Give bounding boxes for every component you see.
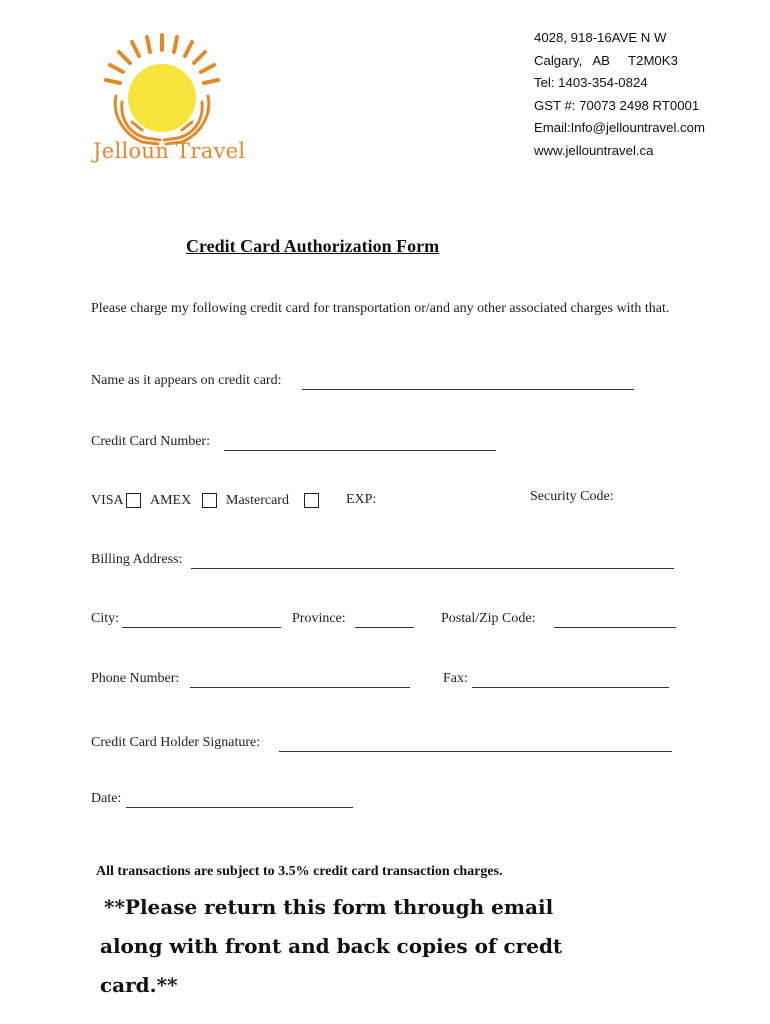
visa-label: VISA	[91, 493, 124, 508]
address-line: 4028, 918-16AVE N W	[534, 30, 667, 45]
date-label: Date:	[91, 791, 122, 806]
name-label: Name as it appears on credit card:	[91, 373, 282, 388]
fax-label: Fax:	[443, 671, 468, 686]
transaction-note: All transactions are subject to 3.5% credit card transaction charges.	[96, 864, 503, 879]
card-number-label: Credit Card Number:	[91, 434, 210, 449]
postal-code-label: Postal/Zip Code:	[441, 611, 536, 626]
card-number-field[interactable]	[224, 450, 496, 451]
gst-line: GST #: 70073 2498 RT0001	[534, 97, 700, 113]
intro-text: Please charge my following credit card for transportation or/and any other associated charges with that.	[91, 301, 670, 316]
signature-label: Credit Card Holder Signature:	[91, 735, 261, 750]
exp-label: EXP:	[346, 492, 377, 507]
return-instructions-line1: **Please return this form through email	[104, 895, 554, 919]
mastercard-label: Mastercard	[226, 493, 289, 508]
contact-info	[534, 30, 705, 165]
return-instructions-line2: along with front and back copies of credt	[100, 934, 563, 958]
tel-line: Tel: 1403-354-0824	[534, 75, 648, 90]
name-field[interactable]	[302, 389, 634, 390]
amex-checkbox[interactable]	[202, 493, 217, 508]
city-label: City:	[91, 611, 120, 626]
billing-address-label: Billing Address:	[91, 552, 183, 567]
city-field[interactable]	[122, 627, 281, 628]
visa-checkbox[interactable]	[126, 493, 141, 508]
billing-address-field[interactable]	[191, 568, 674, 569]
postal-code-field[interactable]	[554, 627, 676, 628]
return-instructions-line3: card.**	[100, 973, 178, 997]
logo-text: Jelloun Travel	[93, 139, 246, 163]
form-title: Credit Card Authorization Form	[186, 236, 440, 256]
fax-field[interactable]	[472, 687, 669, 688]
province-field[interactable]	[355, 627, 414, 628]
amex-label: AMEX	[150, 493, 192, 508]
security-code-label: Security Code:	[530, 489, 614, 504]
date-field[interactable]	[126, 807, 353, 808]
province-label: Province:	[292, 611, 346, 626]
city-line: Calgary, AB T2M0K3	[534, 52, 678, 68]
phone-field[interactable]	[190, 687, 410, 688]
phone-label: Phone Number:	[91, 671, 180, 686]
mastercard-checkbox[interactable]	[304, 493, 319, 508]
signature-field[interactable]	[279, 751, 672, 752]
website-line: www.jellountravel.ca	[534, 142, 654, 158]
email-line: Email:Info@jellountravel.com	[534, 120, 705, 135]
